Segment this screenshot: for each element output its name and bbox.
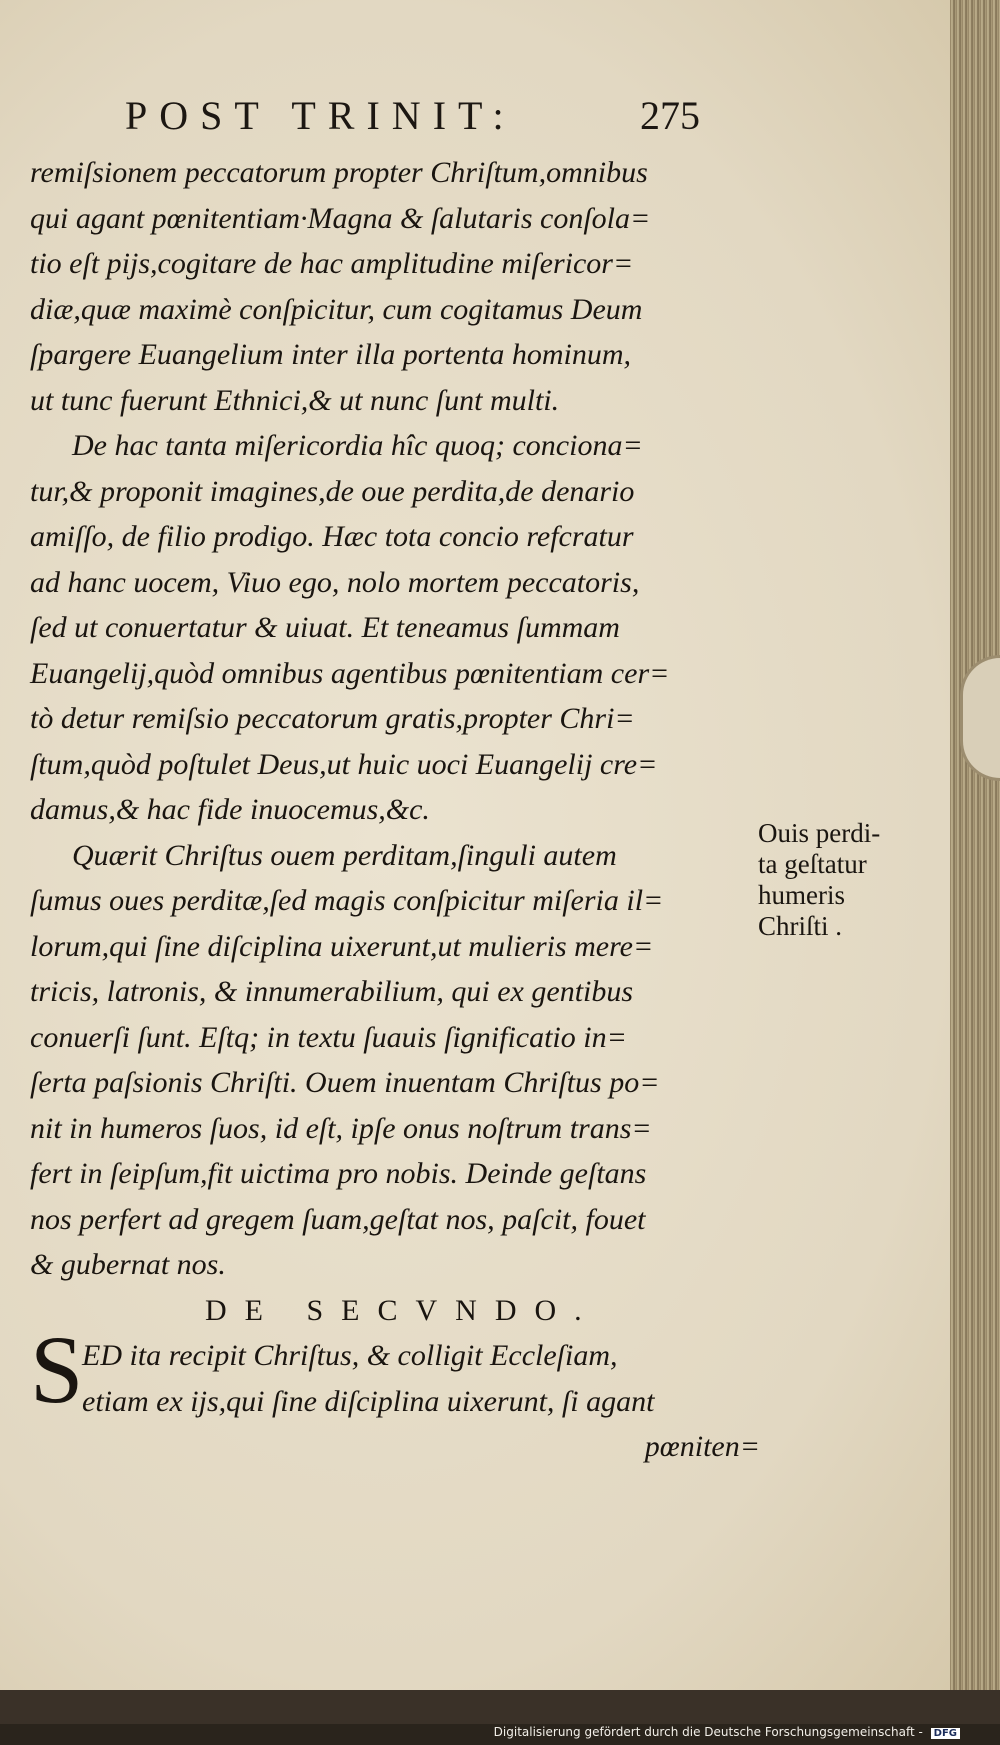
text-line: remiſsionem peccatorum propter Chriſtum,omnibus [30,156,648,189]
marginal-note-line: Chriſti . [758,911,843,941]
scan-bottom-band [0,1690,1000,1724]
digitization-credit [494,1725,960,1739]
text-line: damus,& hac fide inuocemus,&c. [30,793,430,826]
catchword: pœniten= [644,1430,760,1463]
section-heading: DE SECVNDO. [205,1293,600,1327]
text-line: ſumus oues perditæ,ſed magis conſpicitur miſeria il= [30,884,664,917]
text-line: Euangelij,quòd omnibus agentibus pœnitentiam cer= [30,656,670,690]
text-line: nos perfert ad gregem ſuam,geſtat nos, paſcit, fouet [30,1202,646,1236]
text-line: ED ita recipit Chriſtus, & colligit Eccleſiam, [82,1339,618,1372]
drop-capital: S [30,1316,84,1423]
text-line: tò detur remiſsio peccatorum gratis,propter Chri= [30,702,635,735]
text-line: ut tunc fuerunt Ethnici,& ut nunc ſunt multi. [30,383,560,417]
dfg-logo: DFG [931,1728,960,1739]
text-line: tio eſt pijs,cogitare de hac amplitudine miſericor= [30,247,634,280]
text-line: ſpargere Euangelium inter illa portenta hominum, [30,338,632,371]
text-line: ad hanc uocem, Viuo ego, nolo mortem peccatoris, [30,565,640,599]
text-line: Quærit Chriſtus ouem perditam,ſinguli autem [72,838,617,872]
text-line: nit in humeros ſuos, id eſt, ipſe onus noſtrum trans= [30,1111,652,1145]
text-line: tricis, latronis, & innumerabilium, qui ex gentibus [30,975,634,1008]
folio-number: 275 [640,93,700,138]
text-line: diæ,quæ maximè conſpicitur, cum cogitamus Deum [30,292,643,326]
text-line: qui agant pœnitentiam·Magna & ſalutaris conſola= [30,201,651,235]
text-line: ſtum,quòd poſtulet Deus,ut huic uoci Euangelij cre= [30,747,658,781]
text-line: tur,& proponit imagines,de oue perdita,de denario [30,474,635,508]
text-line: lorum,qui ſine diſciplina uixerunt,ut mulieris mere= [30,929,654,963]
main-text-block [30,150,760,1470]
text-line: ſed ut conuertatur & uiuat. Et teneamus ſummam [30,611,620,644]
text-line: & gubernat nos. [30,1248,226,1281]
page-edges [950,0,1000,1690]
text-line: conuerſi ſunt. Eſtq; in textu ſuauis ſignificatio in= [30,1020,627,1054]
text-line: ſerta paſsionis Chriſti. Ouem inuentam Chriſtus po= [30,1066,660,1099]
marginal-note-line: humeris [758,880,845,910]
marginal-note-line: ta geſtatur [758,849,867,879]
credit-text: Digitalisierung gefördert durch die Deutsche Forschungsgemeinschaft - [493,1725,923,1739]
text-line: amiſſo, de filio prodigo. Hæc tota concio refcratur [30,520,634,553]
running-head: POST TRINIT: [125,93,516,138]
text-line: fert in ſeipſum,fit uictima pro nobis. Deinde geſtans [30,1157,647,1190]
book-clasp [960,655,1000,781]
marginal-note [758,818,938,942]
text-line: etiam ex ijs,qui ſine diſciplina uixerunt, ſi agant [82,1384,655,1418]
marginal-note-line: Ouis perdi- [758,818,881,848]
page-header [125,92,725,142]
text-line: De hac tanta miſericordia hîc quoq; conciona= [72,429,643,462]
